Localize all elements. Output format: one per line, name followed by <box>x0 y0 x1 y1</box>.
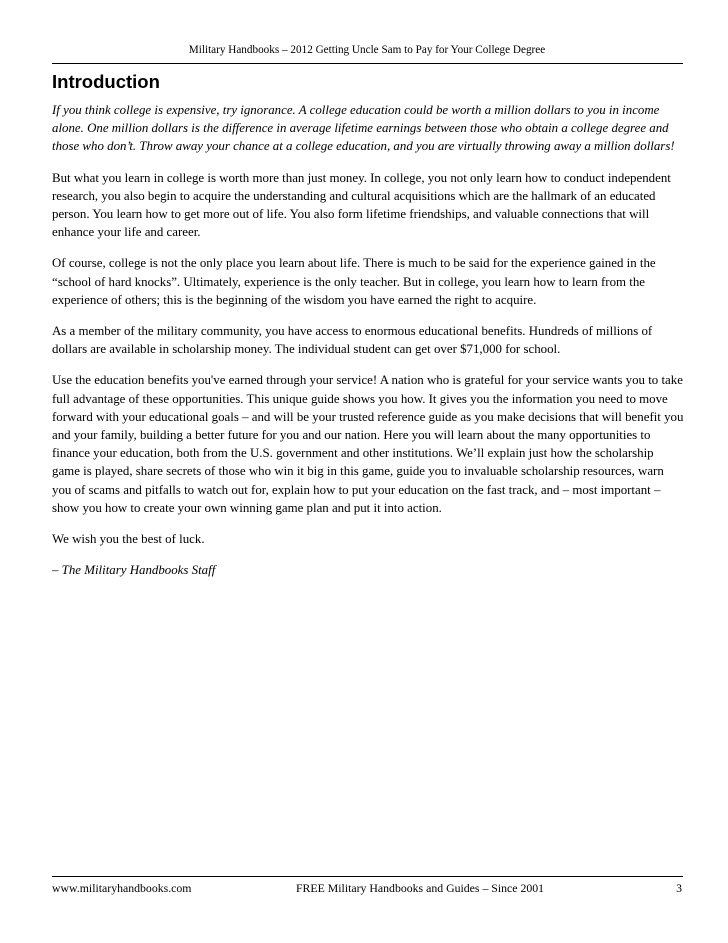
body-paragraph: As a member of the military community, you have access to enormous educational benefits. Hundreds of millions of dollars are available in scholarship money. The individual student can get over $71,000 for school. <box>52 324 653 357</box>
page-number: 3 <box>676 881 682 895</box>
header-rule <box>52 63 683 64</box>
footer-tagline: FREE Military Handbooks and Guides – Since 2001 <box>296 881 545 895</box>
signoff: – The Military Handbooks Staff <box>52 563 216 578</box>
body-paragraph: But what you learn in college is worth more than just money. In college, you not only learn how to conduct independent research, you also begin to acquire the understanding and cultural acquisitions which are the hallmark of an educated person. You learn how to get more out of life. You also form lifetime friendships, and valuable connections that will enhance your life and career. <box>52 170 671 240</box>
running-header: Military Handbooks – 2012 Getting Uncle Sam to Pay for Your College Degree <box>188 44 546 56</box>
intro-paragraph: If you think college is expensive, try ignorance. A college education could be worth a million dollars to you in income alone. One million dollars is the difference in average lifetime earnings between those who obtain a college degree and those who don’t. Throw away your chance at a college education, and you are virtually throwing away a million dollars! <box>52 103 675 154</box>
closing-paragraph: We wish you the best of luck. <box>52 532 205 547</box>
footer-rule <box>52 876 683 877</box>
footer-website-link[interactable]: www.militaryhandbooks.com <box>52 881 192 895</box>
page-title: Introduction <box>52 71 160 92</box>
body-paragraph: Use the education benefits you've earned through your service! A nation who is grateful for your service wants you to take full advantage of these opportunities. This unique guide shows you how. It gives you the information you need to move forward with your educational goals – and will be your trusted reference guide as you make decisions that will benefit you and your family, building a better future for you and our nation. Here you will learn about the many opportunities to finance your education, both from the U.S. government and other institutions. We’ll explain just how the scholarship game is played, share secrets of those who win it big in this game, guide you to invaluable scholarship resources, warn you of scams and pitfalls to watch out for, explain how to put your education on the fast track, and – most important – show you how to create your own winning game plan and put it into action. <box>52 373 684 515</box>
page-content <box>52 71 684 592</box>
body-paragraph: Of course, college is not the only place you learn about life. There is much to be said for the experience gained in the “school of hard knocks”. Ultimately, experience is the only teacher. But in college, you learn how to learn from the experience of others; this is the beginning of the wisdom you have earned the right to acquire. <box>52 256 656 307</box>
